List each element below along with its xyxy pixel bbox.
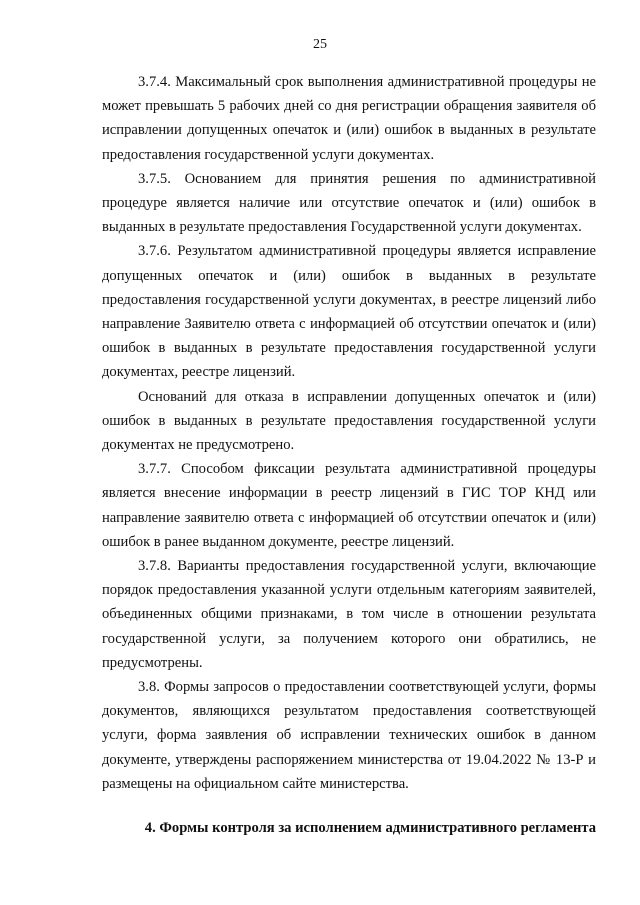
document-body: [102, 70, 596, 796]
page-number: 25: [313, 37, 327, 52]
paragraph-no-refusal: Оснований для отказа в исправлении допущенных опечаток и (или) ошибок в выданных в результате предоставления государственной услуги документах не предусмотрено.: [102, 388, 596, 454]
paragraph-3-7-5: 3.7.5. Основанием для принятия решения по административной процедуре является наличие или отсутствие опечаток и (или) ошибок в выданных в результате предоставления Государственной услуги документах.: [102, 170, 596, 236]
paragraph-3-7-7: 3.7.7. Способом фиксации результата административной процедуры является внесение информации в реестр лицензий в ГИС ТОР КНД или направление заявителю ответа с информацией об отсутствии опечаток и (или) ошибок в ранее выданном документе, реестре лицензий.: [102, 461, 596, 550]
paragraph-3-8: 3.8. Формы запросов о предоставлении соответствующей услуги, формы документов, являющихся результатом предоставления соответствующей услуги, форма заявления об исправлении технических ошибок в данном документе, утверждены распоряжением министерства от 19.04.2022 № 13-Р и размещены на официальном сайте министерства.: [102, 679, 596, 792]
paragraph-3-7-4: 3.7.4. Максимальный срок выполнения административной процедуры не может превышать 5 рабочих дней со дня регистрации обращения заявителя об исправлении допущенных опечаток и (или) ошибок в выданных в результате предоставления государственной услуги документах.: [102, 74, 596, 163]
paragraph-3-7-6: 3.7.6. Результатом административной процедуры является исправление допущенных опечаток и (или) ошибок в выданных в результате предоставления государственной услуги документах, в реестре лицензий либо направление Заявителю ответа с информацией об отсутствии опечаток и (или) ошибок в выданных в результате предоставления государственной услуги документах, реестре лицензий.: [102, 243, 596, 381]
paragraph-3-7-8: 3.7.8. Варианты предоставления государственной услуги, включающие порядок предоставления указанной услуги отдельным категориям заявителей, объединенных общими признаками, в том числе в отношении результата государственной услуги, за получением которого они обратились, не предусмотрены.: [102, 558, 596, 671]
section-heading: 4. Формы контроля за исполнением административного регламента: [144, 820, 596, 836]
